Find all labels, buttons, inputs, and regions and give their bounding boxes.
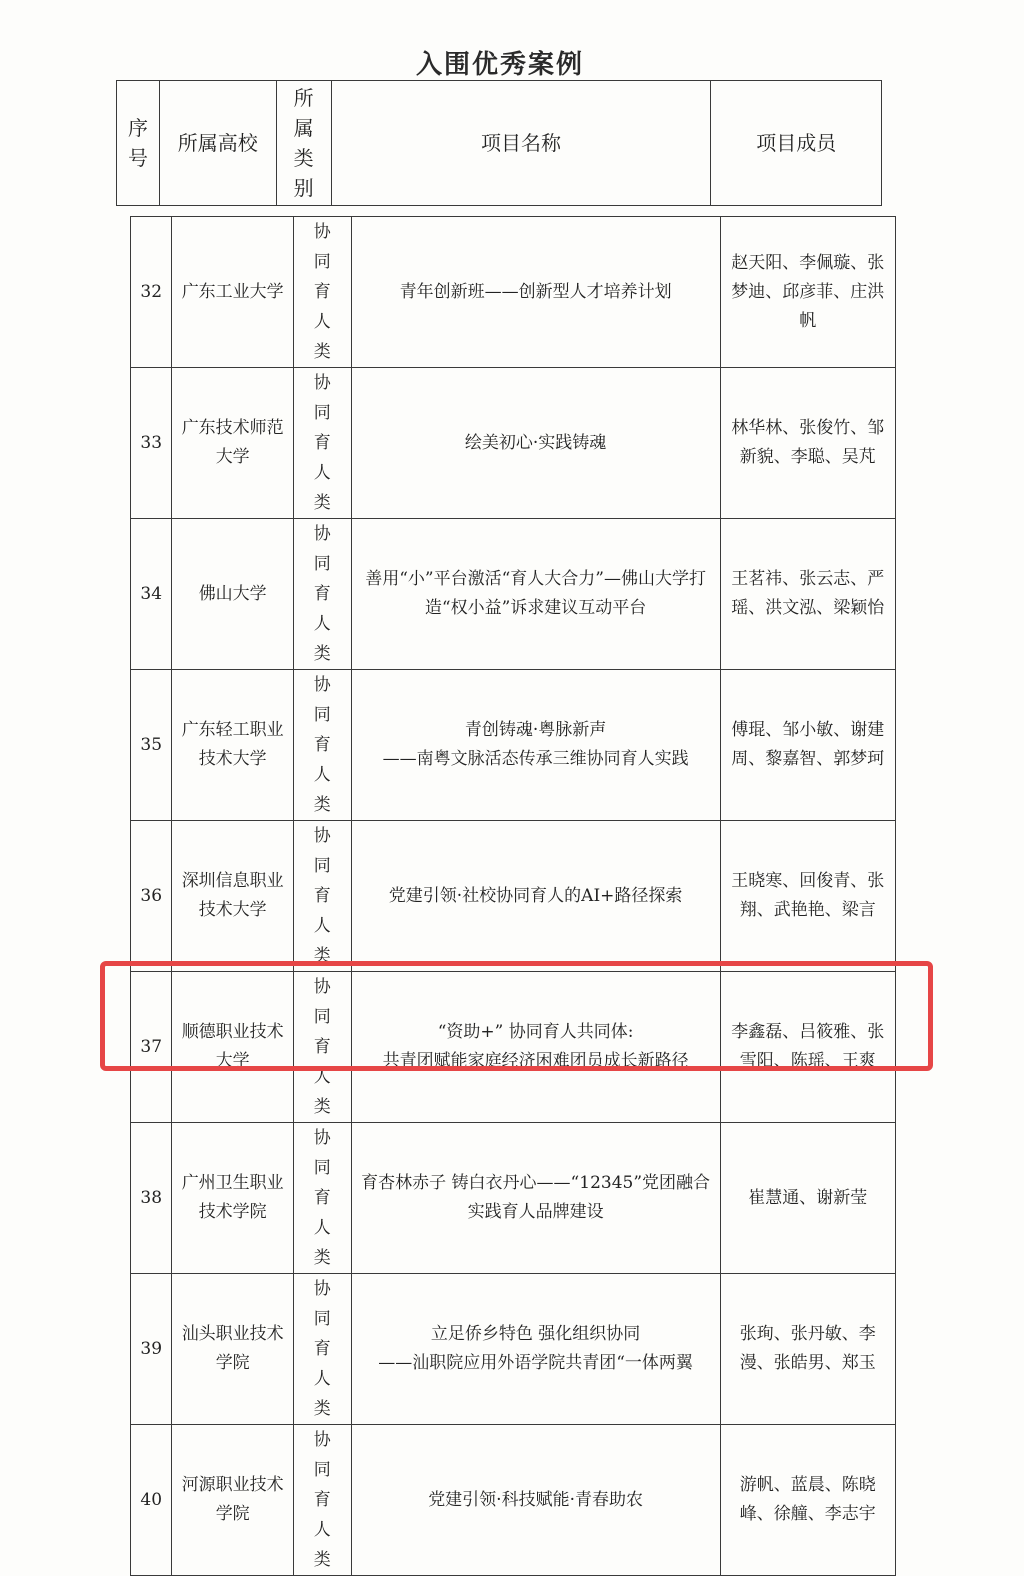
table-row (131, 821, 896, 972)
row-number: 38 (131, 1123, 172, 1274)
row-category (293, 1274, 351, 1425)
table-row (131, 1123, 896, 1274)
header-members: 项目成员 (711, 81, 882, 206)
row-members: 李鑫磊、吕筱雅、张雪阳、陈瑶、王爽 (720, 972, 895, 1123)
row-school: 广州卫生职业技术学院 (172, 1123, 293, 1274)
table-row (131, 670, 896, 821)
row-category-text: 协同育人类 (313, 1430, 331, 1570)
row-members: 游帆、蓝晨、陈晓峰、徐艟、李志宇 (720, 1425, 895, 1576)
row-school: 广东工业大学 (172, 217, 293, 368)
row-number: 37 (131, 972, 172, 1123)
row-members: 赵天阳、李佩璇、张梦迪、邱彦菲、庄洪帆 (720, 217, 895, 368)
row-category (293, 972, 351, 1123)
row-number: 34 (131, 519, 172, 670)
row-school: 广东轻工职业技术大学 (172, 670, 293, 821)
header-category: 所属类别 (276, 81, 331, 206)
row-category (293, 1425, 351, 1576)
row-category (293, 217, 351, 368)
row-number: 32 (131, 217, 172, 368)
row-category-text: 协同育人类 (313, 826, 331, 966)
row-members: 傅琨、邹小敏、谢建周、黎嘉智、郭梦珂 (720, 670, 895, 821)
row-school: 深圳信息职业技术大学 (172, 821, 293, 972)
row-project-line: 青创铸魂·粤脉新声 (464, 720, 607, 740)
table-row (131, 217, 896, 368)
table-row (131, 519, 896, 670)
row-category-text: 协同育人类 (313, 977, 331, 1117)
document-title: 入围优秀案例 (415, 50, 584, 80)
row-project (351, 1274, 720, 1425)
row-project (351, 519, 720, 670)
row-project-line: 党建引领·科技赋能·青春助农 (428, 1489, 643, 1510)
row-project-line: 青年创新班——创新型人才培养计划 (399, 281, 672, 302)
row-project-line: 善用“小”平台激活“育人大合力”—佛山大学打造“权小益”诉求建议互动平台 (365, 569, 706, 618)
row-number: 35 (131, 670, 172, 821)
header-project: 项目名称 (331, 81, 711, 206)
row-members: 林华林、张俊竹、邹新貌、李聪、吴芃 (720, 368, 895, 519)
row-project-line: 共青团赋能家庭经济困难团员成长新路径 (382, 1051, 689, 1071)
row-members: 王茗祎、张云志、严瑶、洪文泓、梁颖怡 (720, 519, 895, 670)
row-project-line: 绘美初心·实践铸魂 (464, 432, 607, 453)
cases-table-body (131, 217, 896, 1576)
row-number: 36 (131, 821, 172, 972)
row-category-text: 协同育人类 (313, 373, 331, 513)
cases-table (130, 216, 896, 1576)
header-school: 所属高校 (159, 81, 276, 206)
table-row (131, 1425, 896, 1576)
row-project (351, 217, 720, 368)
row-category (293, 519, 351, 670)
row-project (351, 368, 720, 519)
row-number: 33 (131, 368, 172, 519)
row-category-text: 协同育人类 (313, 222, 331, 362)
table-row (131, 1274, 896, 1425)
row-category (293, 1123, 351, 1274)
row-number: 40 (131, 1425, 172, 1576)
table-row (131, 972, 896, 1123)
header-row (117, 81, 882, 206)
row-members: 崔慧通、谢新莹 (720, 1123, 895, 1274)
row-members: 张珣、张丹敏、李漫、张皓男、郑玉 (720, 1274, 895, 1425)
row-project-line: 育杏林赤子 铸白衣丹心——“12345”党团融合实践育人品牌建设 (361, 1173, 711, 1222)
row-category-text: 协同育人类 (313, 1128, 331, 1268)
row-project-line: ——南粤文脉活态传承三维协同育人实践 (382, 749, 689, 769)
row-category-text: 协同育人类 (313, 524, 331, 664)
row-project-line: 立足侨乡特色 强化组织协同 (430, 1324, 641, 1344)
row-project (351, 1425, 720, 1576)
row-number: 39 (131, 1274, 172, 1425)
row-school: 广东技术师范大学 (172, 368, 293, 519)
row-project-line: 党建引领·社校协同育人的AI+路径探索 (388, 885, 683, 906)
table-row (131, 368, 896, 519)
row-school: 汕头职业技术学院 (172, 1274, 293, 1425)
header-table (116, 80, 882, 206)
row-project-line: ——汕职院应用外语学院共青团“一体两翼 (378, 1353, 693, 1373)
row-project (351, 821, 720, 972)
header-no: 序号 (117, 81, 160, 206)
row-school: 佛山大学 (172, 519, 293, 670)
row-category-text: 协同育人类 (313, 1279, 331, 1419)
row-project (351, 972, 720, 1123)
row-project (351, 670, 720, 821)
row-project-line: “资助+” 协同育人共同体: (437, 1022, 634, 1042)
row-project (351, 1123, 720, 1274)
row-category (293, 368, 351, 519)
row-category (293, 670, 351, 821)
row-school: 顺德职业技术大学 (172, 972, 293, 1123)
row-category (293, 821, 351, 972)
row-category-text: 协同育人类 (313, 675, 331, 815)
row-school: 河源职业技术学院 (172, 1425, 293, 1576)
row-members: 王晓寒、回俊青、张翔、武艳艳、梁言 (720, 821, 895, 972)
